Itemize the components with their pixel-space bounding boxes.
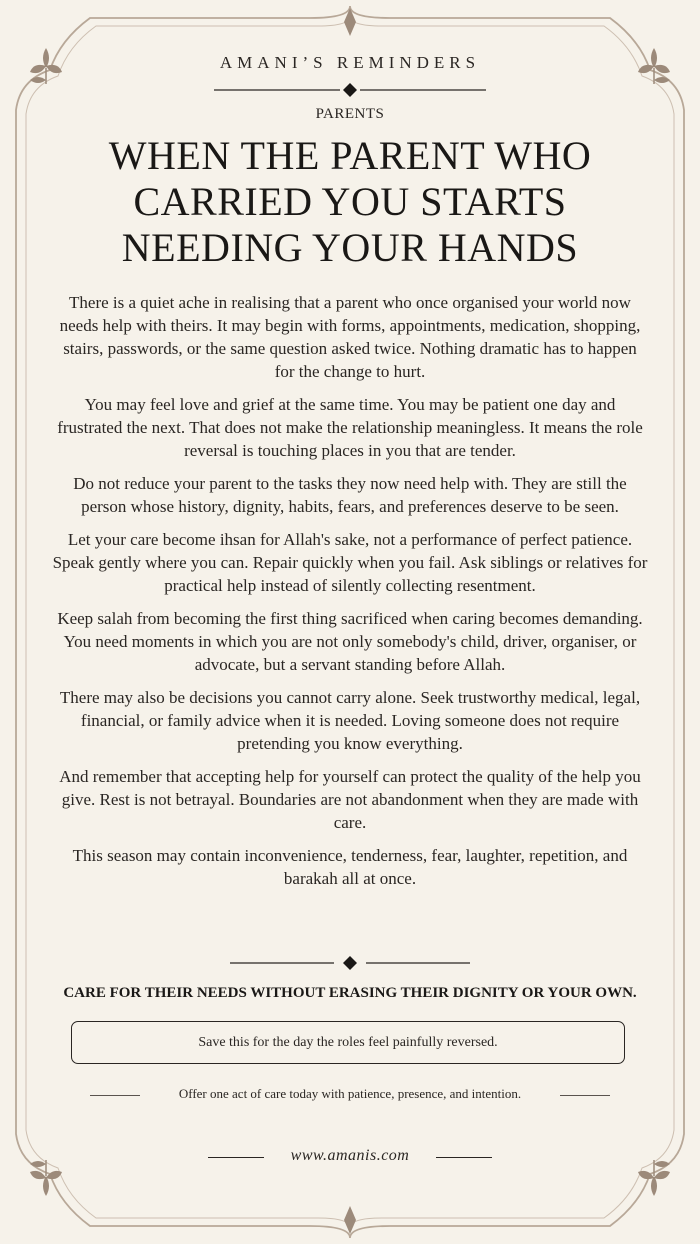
paragraph: Do not reduce your parent to the tasks they now need help with. They are still the person whose history, dignity, habits, fears, and preferences deserve to be seen. [73, 474, 627, 516]
paragraph: There is a quiet ache in realising that a parent who once organised your world now needs help with theirs. It may begin with forms, appointments, medication, shopping, stairs, passwords, or the same question asked twice. Nothing dramatic has to happen for the change to hurt. [59, 293, 641, 381]
paragraph: There may also be decisions you cannot carry alone. Seek trustworthy medical, legal, financial, or family advice when it is needed. Loving someone does not require pretending you know everything. [59, 688, 641, 753]
paragraph: Let your care become ihsan for Allah's sake, not a performance of perfect patience. Speak gently where you can. Repair quickly when you fail. Ask siblings or relatives for practical help instead of silently collecting resentment. [52, 530, 648, 595]
call-to-action: Offer one act of care today with patience, presence, and intention. [178, 1086, 522, 1101]
key-takeaway: CARE FOR THEIR NEEDS WITHOUT ERASING THEIR DIGNITY OR YOUR OWN. [63, 985, 637, 1001]
page-title: WHEN THE PARENT WHO CARRIED YOU STARTS NEEDING YOUR HANDS [108, 133, 592, 270]
website-rule-right [436, 1157, 492, 1158]
save-note-text: Save this for the day the roles feel painfully reversed. [198, 1034, 498, 1050]
brand-name: AMANI’S REMINDERS [219, 53, 481, 72]
brand-divider [214, 82, 486, 98]
website-link[interactable]: www.amanis.com [290, 1147, 410, 1164]
category-label: PARENTS [315, 106, 385, 122]
save-note-box [71, 1021, 625, 1064]
paragraph: This season may contain inconvenience, tenderness, fear, laughter, repetition, and barakah all at once. [72, 846, 628, 888]
paragraph: You may feel love and grief at the same time. You may be patient one day and frustrated the next. That does not make the relationship meaningless. It means the role reversal is touching places in you that are tender. [57, 395, 643, 460]
cta-rule-right [560, 1095, 610, 1096]
paragraph: And remember that accepting help for yourself can protect the quality of the help you give. Rest is not betrayal. Boundaries are not abandonment when they are made with care. [59, 767, 641, 832]
section-divider [230, 954, 470, 972]
paragraph: Keep salah from becoming the first thing sacrificed when caring becomes demanding. You need moments in which you are not only somebody's child, driver, organiser, or advocate, but a servant standing before Allah. [57, 609, 643, 674]
article-body [52, 291, 648, 900]
